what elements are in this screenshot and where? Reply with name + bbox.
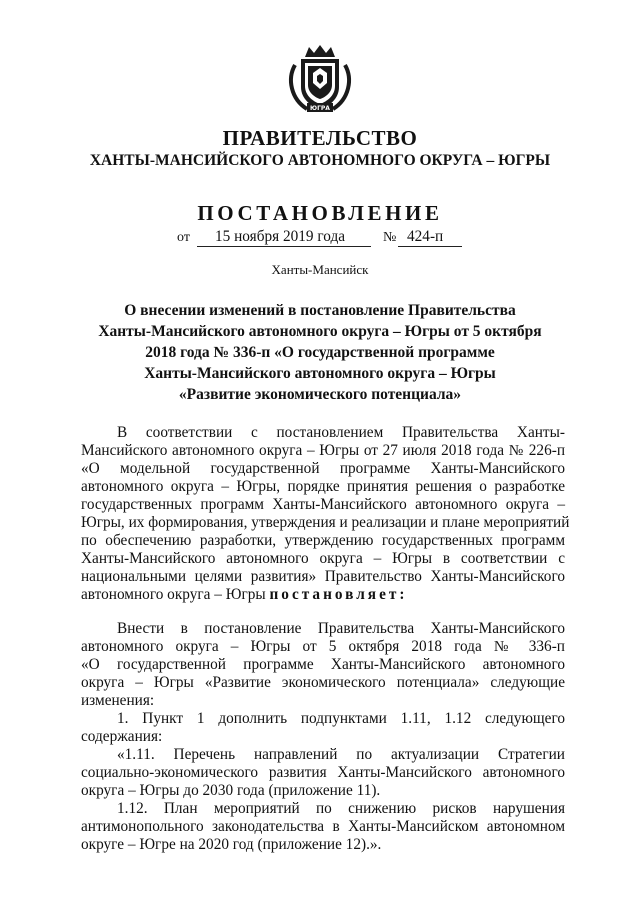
number-prefix: № [383, 230, 397, 245]
text-line: социально-экономического развития Ханты-Мансийского автономного [81, 764, 565, 781]
government-title: ПРАВИТЕЛЬСТВО [222, 126, 418, 150]
text-line: национальными целями развития» Правительство Ханты-Мансийского [81, 568, 565, 585]
resolves-colon: : [399, 586, 405, 603]
text-line: Внести в постановление Правительства Ханты-Мансийского [117, 620, 565, 637]
text-line: «1.11. Перечень направлений по актуализации Стратегии [117, 746, 565, 763]
date-underline [197, 246, 371, 247]
heading-line: О внесении изменений в постановление Правительства [124, 302, 516, 319]
document-type: ПОСТАНОВЛЕНИЕ [197, 201, 443, 225]
text-line: «О государственной программе Ханты-Мансийского автономного [81, 656, 565, 673]
government-subtitle: ХАНТЫ-МАНСИЙСКОГО АВТОНОМНОГО ОКРУГА – ЮГРЫ [89, 152, 551, 169]
text-line: содержания: [81, 728, 163, 745]
date-prefix: от [177, 230, 190, 245]
text-line: округе – Югре на 2020 год (приложение 12).». [81, 836, 382, 853]
text-line: 1.12. План мероприятий по снижению рисков нарушения [117, 800, 565, 817]
emblem-icon [283, 43, 357, 117]
text-line: Мансийского автономного округа – Югры от 27 июля 2018 года № 226-п [81, 442, 565, 459]
emblem-ribbon-text: ЮГРА [310, 105, 330, 112]
number-underline [398, 246, 462, 247]
text-line: автономного округа – Югры от 5 октября 2018 года № 336-п [81, 638, 565, 655]
text-line: автономного округа – Югры, порядке принятия решения о разработке [81, 478, 565, 495]
resolves-word: постановляет [269, 586, 400, 603]
text-line: государственных программ Ханты-Мансийского автономного округа – [81, 496, 565, 513]
text-line: Ханты-Мансийского автономного округа – Югры в соответствии с [81, 550, 565, 567]
document-date: 15 ноября 2019 года [215, 228, 346, 245]
city-name: Ханты-Мансийск [271, 262, 369, 277]
text-line: Югры, их формирования, утверждения и реализации и плане мероприятий [81, 514, 570, 531]
text-line: изменения: [81, 692, 155, 709]
heading-line: 2018 года № 336-п «О государственной программе [145, 344, 495, 361]
document-number: 424-п [407, 228, 444, 245]
text-line-final [81, 586, 565, 603]
document-heading [0, 300, 640, 405]
text-line: В соответствии с постановлением Правительства Ханты- [117, 424, 565, 441]
text-line: округа – Югры «Развитие экономического потенциала» следующие [81, 674, 565, 691]
preamble-tail: автономного округа – Югры [81, 586, 266, 603]
text-line: «О модельной государственной программе Ханты-Мансийского [81, 460, 565, 477]
heading-line: Ханты-Мансийского автономного округа – Югры от 5 октября [98, 323, 542, 340]
heading-line: Ханты-Мансийского автономного округа – Югры [144, 365, 496, 382]
text-line: по обеспечению разработки, утверждению государственных программ [81, 532, 565, 549]
heading-line: «Развитие экономического потенциала» [178, 386, 462, 403]
text-line: антимонопольного законодательства в Ханты-Мансийском автономном [81, 818, 565, 835]
text-line: округа – Югры до 2030 года (приложение 11). [81, 782, 381, 799]
text-line: 1. Пункт 1 дополнить подпунктами 1.11, 1.12 следующего [117, 710, 565, 727]
